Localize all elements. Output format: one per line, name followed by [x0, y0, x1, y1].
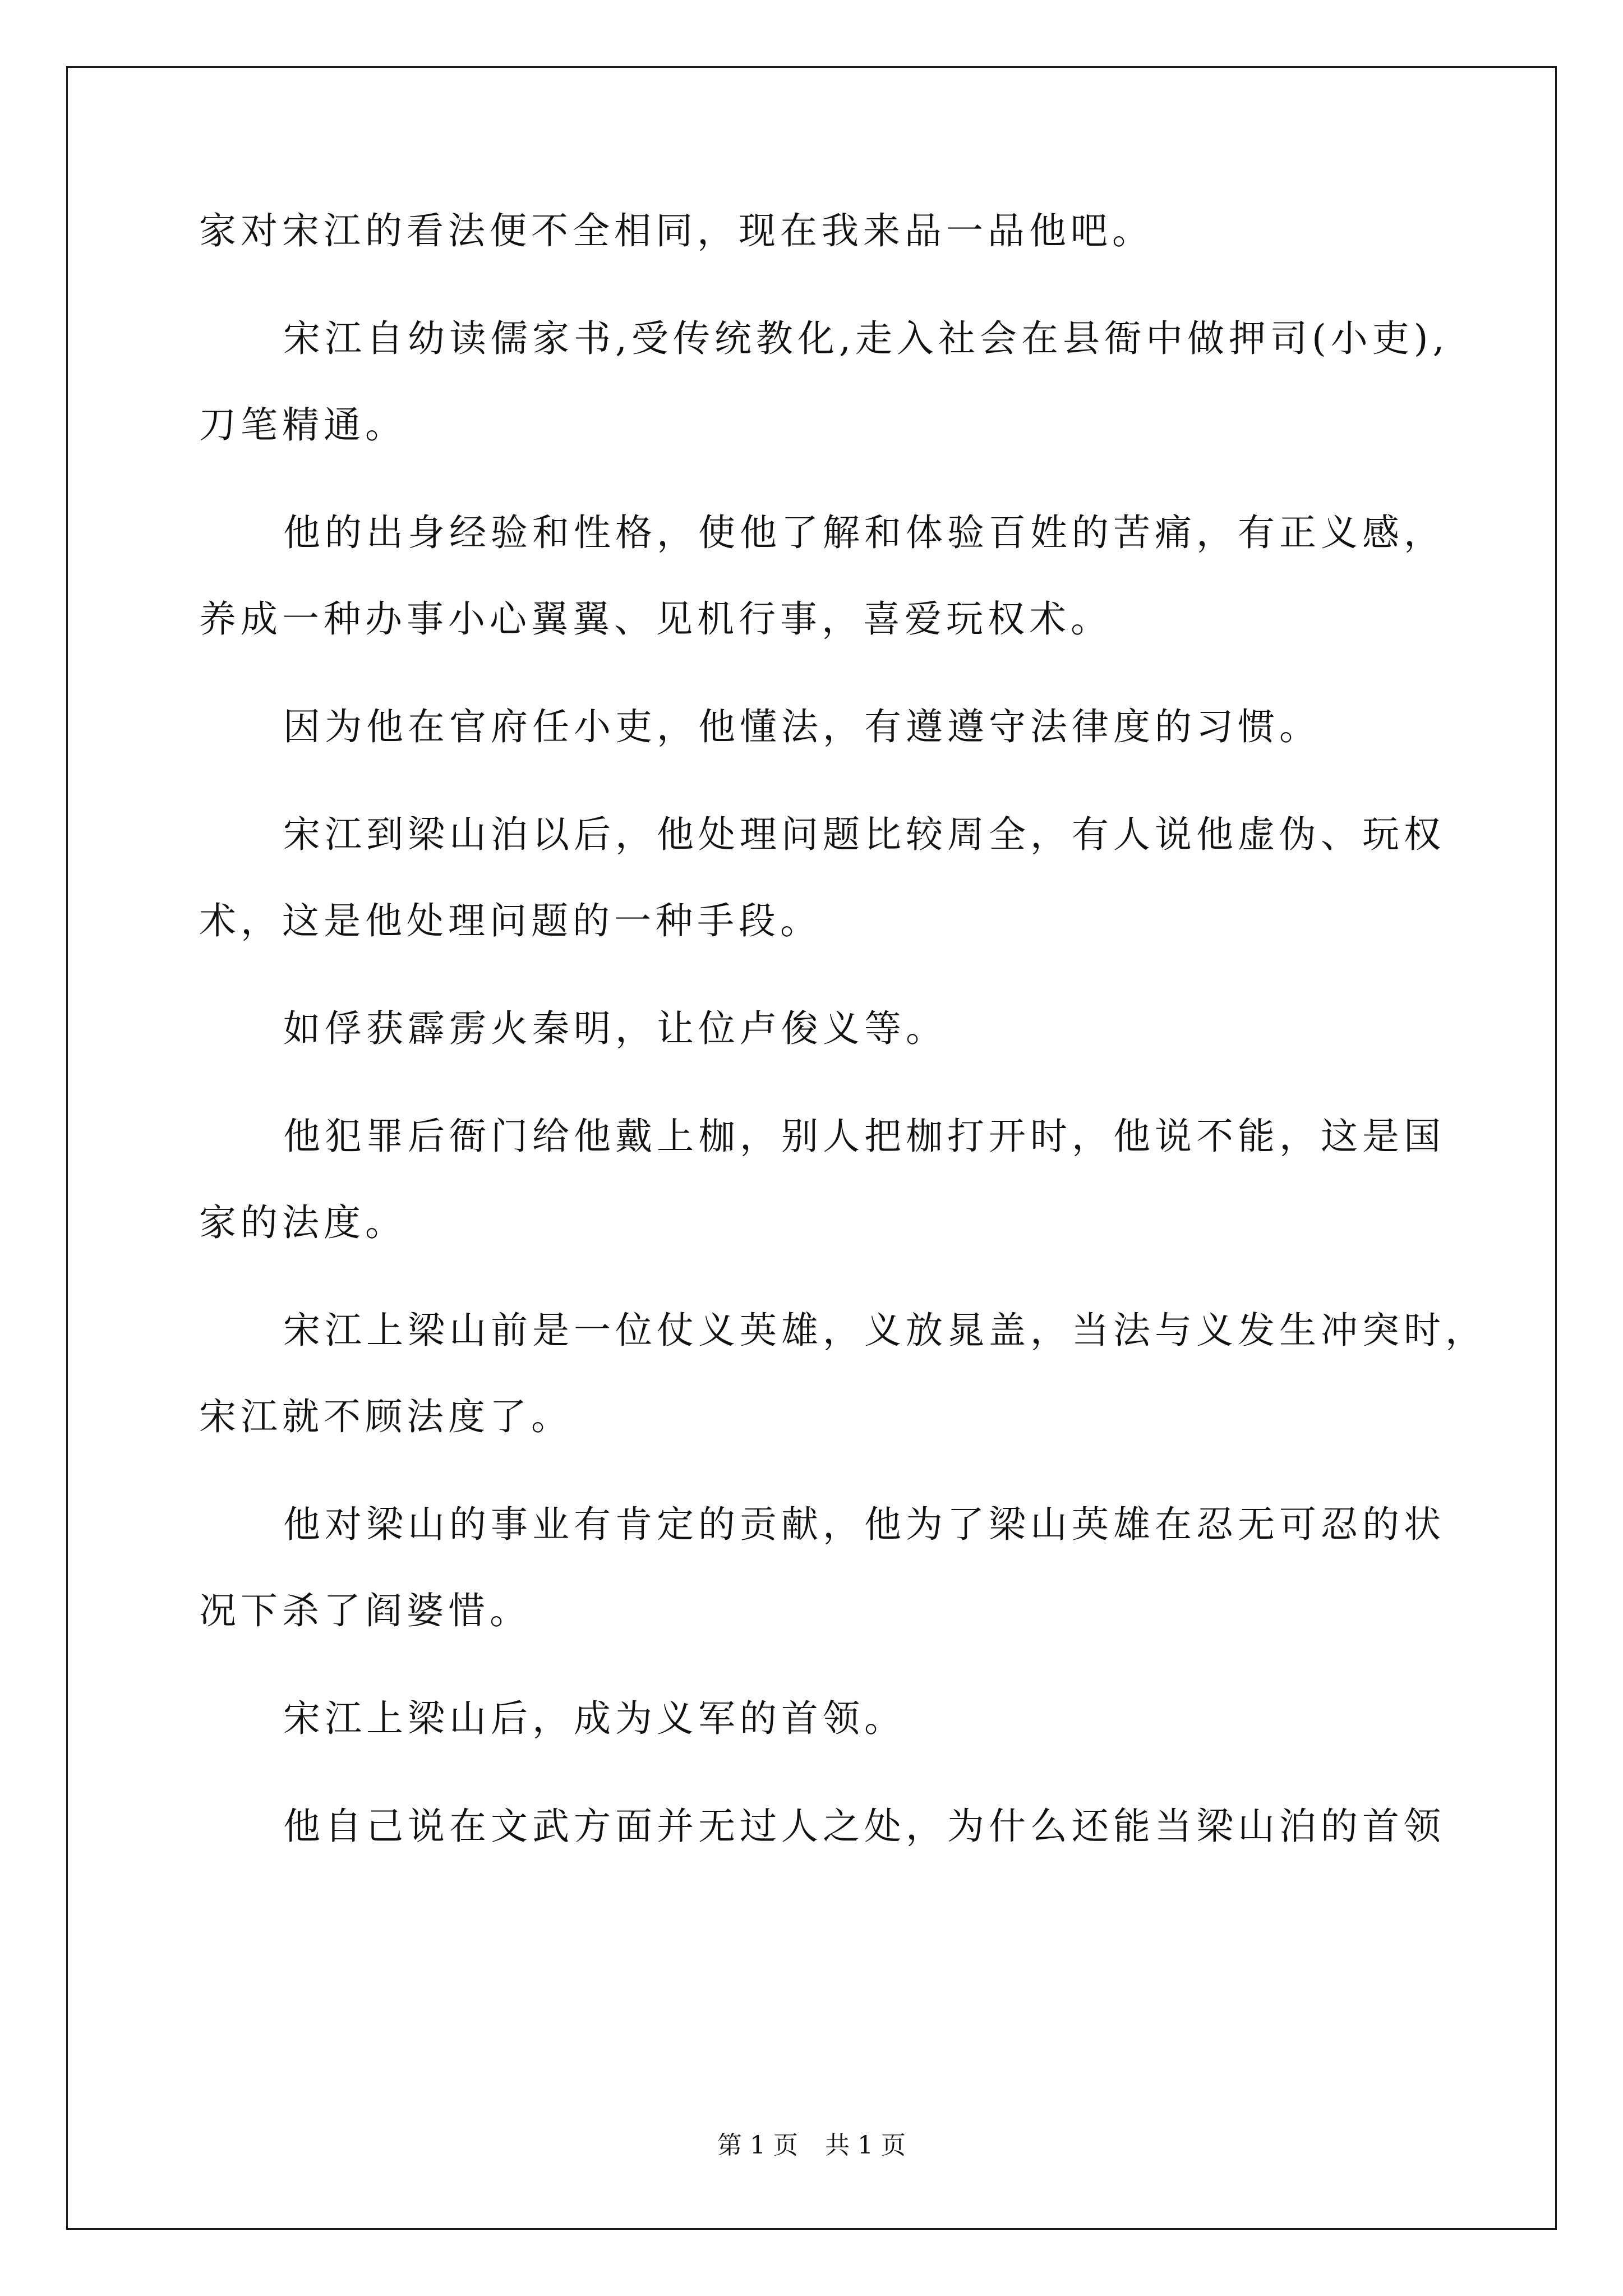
- text-line: 宋江上梁山前是一位仗义英雄，义放晁盖，当法与义发生冲突时，: [283, 1309, 1487, 1352]
- text-line: 家的法度。: [199, 1201, 407, 1244]
- text-line: 他自己说在文武方面并无过人之处，为什么还能当梁山泊的首领: [283, 1805, 1445, 1848]
- text-line: 因为他在官府任小吏，他懂法，有遵遵守法律度的习惯。: [283, 705, 1321, 748]
- text-line: 他犯罪后衙门给他戴上枷，别人把枷打开时，他说不能，这是国: [283, 1115, 1445, 1158]
- page-number: 第 1 页: [717, 2131, 798, 2160]
- text-line: 养成一种办事小心翼翼、见机行事，喜爱玩权术。: [199, 597, 1112, 641]
- text-line: 他的出身经验和性格，使他了解和体验百姓的苦痛，有正义感，: [283, 511, 1445, 554]
- document-body: [199, 202, 1500, 1905]
- page-footer: [0, 2129, 1623, 2162]
- text-line: 刀笔精通。: [199, 403, 407, 447]
- text-line: 宋江就不顾法度了。: [199, 1395, 573, 1438]
- text-line: 家对宋江的看法便不全相同，现在我来品一品他吧。: [199, 209, 1154, 252]
- text-line: 他对梁山的事业有肯定的贡献，他为了梁山英雄在忍无可忍的状: [283, 1503, 1445, 1546]
- text-line: 如俘获霹雳火秦明，让位卢俊义等。: [283, 1007, 947, 1050]
- page-total: 共 1 页: [825, 2131, 906, 2160]
- text-line: 宋江自幼读儒家书,受传统教化,走入社会在县衙中做押司(小吏),: [283, 317, 1449, 360]
- text-line: 术，这是他处理问题的一种手段。: [199, 899, 822, 942]
- text-line: 况下杀了阎婆惜。: [199, 1589, 531, 1632]
- text-line: 宋江到梁山泊以后，他处理问题比较周全，有人说他虚伪、玩权: [283, 813, 1445, 856]
- text-line: 宋江上梁山后，成为义军的首领。: [283, 1697, 906, 1740]
